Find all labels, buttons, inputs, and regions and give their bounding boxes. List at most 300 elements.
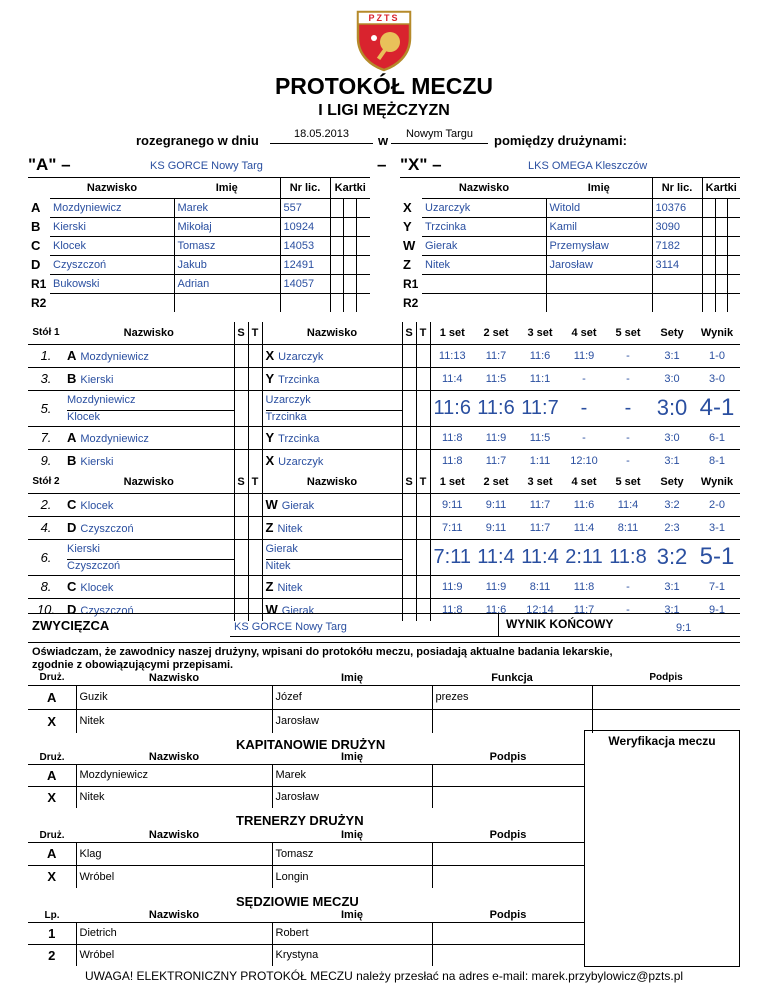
player-a-cell[interactable]: [64, 539, 234, 575]
game-number: 10.: [36, 602, 56, 618]
card-cell[interactable]: [343, 198, 356, 217]
card-cell[interactable]: [715, 217, 727, 236]
signature-cell[interactable]: [432, 865, 584, 888]
person-first-name[interactable]: Józef: [272, 685, 432, 709]
timeout-t-cell[interactable]: [248, 598, 262, 621]
set-score-2[interactable]: 9:11: [485, 498, 507, 511]
person-first-name[interactable]: Jarosław: [272, 709, 432, 733]
declaration-table: [28, 671, 740, 733]
card-cell[interactable]: [715, 255, 727, 274]
running-result[interactable]: 6-1: [709, 431, 725, 444]
card-cell[interactable]: [702, 255, 715, 274]
card-cell[interactable]: [343, 255, 356, 274]
sets-total[interactable]: 3:0: [656, 395, 688, 420]
card-cell[interactable]: [727, 293, 740, 312]
person-first-name[interactable]: Robert: [272, 922, 432, 944]
header-surname-x: Nazwisko: [306, 475, 358, 488]
card-cell[interactable]: [715, 293, 727, 312]
set-score-5[interactable]: -: [626, 349, 630, 362]
person-role[interactable]: prezes: [432, 685, 592, 709]
set-score-5[interactable]: -: [626, 603, 630, 616]
player-a-name: Czyszczoń: [80, 605, 134, 618]
timeout-t-cell[interactable]: [248, 493, 262, 516]
player-surname[interactable]: Kierski: [50, 217, 174, 236]
player-a-cell[interactable]: [64, 367, 234, 390]
col-number: Lp.: [44, 909, 60, 921]
final-result-value: 9:1: [676, 622, 692, 634]
card-cell[interactable]: [727, 255, 740, 274]
set-score-5[interactable]: -: [624, 396, 632, 419]
set-score-3[interactable]: 11:7: [529, 521, 551, 534]
player-a-cell[interactable]: [64, 449, 234, 472]
game-number: 4.: [40, 520, 52, 535]
card-cell[interactable]: [343, 217, 356, 236]
running-result[interactable]: 9-1: [709, 603, 725, 616]
person-surname[interactable]: Wróbel: [76, 944, 272, 966]
player-first-name[interactable]: Adrian: [174, 274, 280, 293]
set-score-3[interactable]: 11:4: [521, 545, 559, 568]
col-role: Funkcja: [491, 671, 533, 684]
card-cell[interactable]: [702, 293, 715, 312]
player-x-name: Gierak: [281, 500, 315, 512]
running-result[interactable]: 3-0: [709, 372, 725, 385]
timeout-t-cell[interactable]: [248, 344, 262, 367]
timeout-t-cell[interactable]: [248, 539, 262, 575]
timeout-t-cell[interactable]: [248, 367, 262, 390]
set-score-1[interactable]: 11:8: [441, 454, 463, 467]
player-letter: B: [31, 219, 41, 234]
timeout-s-cell[interactable]: [402, 516, 416, 539]
timeout-t-cell[interactable]: [416, 390, 430, 426]
timeout-t-cell[interactable]: [248, 390, 262, 426]
card-cell[interactable]: [330, 236, 343, 255]
timeout-t-cell[interactable]: [248, 426, 262, 449]
player-surname[interactable]: [422, 274, 546, 293]
set-score-4[interactable]: 11:8: [573, 580, 595, 593]
timeout-t-cell[interactable]: [416, 344, 430, 367]
set-score-1[interactable]: 11:4: [441, 372, 463, 385]
player-first-name[interactable]: Przemysław: [546, 236, 652, 255]
set-score-1[interactable]: 7:11: [433, 545, 471, 568]
player-first-name[interactable]: [546, 274, 652, 293]
set-score-3[interactable]: 1:11: [529, 454, 551, 467]
card-cell[interactable]: [330, 217, 343, 236]
match-date: 18.05.2013: [293, 128, 350, 140]
header-t-a: T: [248, 471, 262, 493]
player-first-name[interactable]: [174, 293, 280, 312]
player-license[interactable]: 557: [280, 198, 330, 217]
timeout-s-cell[interactable]: [402, 598, 416, 621]
person-first-name[interactable]: Longin: [272, 865, 432, 888]
card-cell[interactable]: [343, 293, 356, 312]
player-surname[interactable]: [422, 293, 546, 312]
set-score-4[interactable]: 11:7: [573, 603, 595, 616]
col-cards: Kartki: [705, 181, 737, 194]
team-code: 2: [48, 947, 56, 963]
person-surname[interactable]: Wróbel: [76, 865, 272, 888]
card-cell[interactable]: [356, 255, 370, 274]
timeout-s-cell[interactable]: [234, 516, 248, 539]
card-cell[interactable]: [356, 236, 370, 255]
person-first-name[interactable]: Jarosław: [272, 786, 432, 808]
player-surname[interactable]: Mozdyniewicz: [50, 198, 174, 217]
match-place-field[interactable]: [391, 128, 488, 144]
set-score-2[interactable]: 9:11: [485, 521, 507, 534]
sets-total[interactable]: 2:3: [664, 521, 680, 534]
set-score-3[interactable]: 8:11: [529, 580, 551, 593]
player-letter: Z: [403, 257, 411, 272]
player-license[interactable]: 12491: [280, 255, 330, 274]
player-a-cell[interactable]: [64, 575, 234, 598]
set-score-4[interactable]: -: [582, 372, 586, 385]
sets-total[interactable]: 3:1: [664, 603, 680, 616]
card-cell[interactable]: [715, 236, 727, 255]
player-x-cell[interactable]: [262, 344, 402, 367]
timeout-s-cell[interactable]: [402, 449, 416, 472]
table-2-label: Stół 2: [32, 476, 60, 488]
timeout-s-cell[interactable]: [234, 449, 248, 472]
player-license[interactable]: [652, 293, 702, 312]
set-score-3[interactable]: 11:7: [521, 396, 559, 419]
card-cell[interactable]: [702, 236, 715, 255]
player-letter: D: [31, 257, 41, 272]
timeout-s-cell[interactable]: [234, 426, 248, 449]
set-score-4[interactable]: 11:4: [573, 521, 595, 534]
player-surname[interactable]: Czyszczoń: [50, 255, 174, 274]
timeout-s-cell[interactable]: [234, 539, 248, 575]
played-on-label: rozegranego w dniu: [136, 133, 259, 148]
set-score-4[interactable]: 2:11: [565, 545, 603, 568]
doubles-player-a-1: Kierski: [67, 543, 234, 560]
set-score-2[interactable]: 11:7: [485, 454, 507, 467]
timeout-s-cell[interactable]: [234, 390, 248, 426]
person-surname[interactable]: Nitek: [76, 709, 272, 733]
signature-cell[interactable]: [432, 944, 584, 966]
captains-row: [28, 786, 584, 808]
col-team: Druż.: [39, 672, 65, 684]
card-cell[interactable]: [727, 198, 740, 217]
player-first-name[interactable]: Witold: [546, 198, 652, 217]
doubles-player-x-2: Nitek: [265, 559, 291, 572]
timeout-s-cell[interactable]: [234, 344, 248, 367]
running-result[interactable]: 1-0: [709, 349, 725, 362]
timeout-s-cell[interactable]: [402, 493, 416, 516]
card-cell[interactable]: [330, 274, 343, 293]
pzts-logo: [352, 8, 416, 72]
timeout-t-cell[interactable]: [416, 426, 430, 449]
set-score-3[interactable]: 11:1: [529, 372, 551, 385]
player-x-cell[interactable]: [262, 598, 402, 621]
verification-box[interactable]: [584, 730, 740, 967]
team-x-player-row: [400, 236, 740, 255]
player-x-cell[interactable]: [262, 390, 402, 426]
team-x-name: LKS OMEGA Kleszczów: [528, 160, 648, 172]
team-code: X: [47, 713, 57, 729]
timeout-s-cell[interactable]: [234, 493, 248, 516]
game-row: [28, 426, 740, 449]
set-score-3[interactable]: 11:6: [529, 349, 551, 362]
sets-total[interactable]: 3:1: [664, 580, 680, 593]
player-letter: C: [31, 238, 41, 253]
player-license[interactable]: 14053: [280, 236, 330, 255]
player-license[interactable]: 7182: [652, 236, 702, 255]
set-score-5[interactable]: -: [626, 580, 630, 593]
game-row: [28, 493, 740, 516]
game-row: [28, 539, 740, 575]
player-x-cell[interactable]: [262, 449, 402, 472]
header-s-x: S: [402, 322, 416, 344]
signature-cell[interactable]: [432, 786, 584, 808]
player-license[interactable]: 10376: [652, 198, 702, 217]
player-license[interactable]: [652, 274, 702, 293]
set-score-3[interactable]: 11:5: [529, 431, 551, 444]
set-score-2[interactable]: 11:6: [485, 603, 507, 616]
header-sets: Sety: [660, 326, 684, 339]
timeout-t-cell[interactable]: [248, 449, 262, 472]
between-label: pomiędzy drużynami:: [494, 133, 627, 148]
player-letter: W: [403, 238, 416, 253]
header-t-x: T: [416, 322, 430, 344]
player-x-cell[interactable]: [262, 493, 402, 516]
player-first-name[interactable]: [546, 293, 652, 312]
set-score-4[interactable]: 12:10: [570, 454, 598, 467]
set-score-4[interactable]: 11:9: [573, 349, 595, 362]
doubles-player-a-1: Mozdyniewicz: [67, 394, 234, 411]
game-number: 9.: [40, 453, 52, 469]
doubles-player-x-1: Uzarczyk: [266, 394, 402, 411]
table-1-results: [28, 322, 740, 472]
player-surname[interactable]: [50, 293, 174, 312]
set-score-5[interactable]: -: [626, 372, 630, 385]
sets-total[interactable]: 3:1: [664, 454, 680, 467]
person-role[interactable]: [432, 709, 592, 733]
person-surname[interactable]: Dietrich: [76, 922, 272, 944]
timeout-t-cell[interactable]: [416, 493, 430, 516]
card-cell[interactable]: [356, 217, 370, 236]
set-score-2[interactable]: 11:6: [477, 396, 515, 419]
timeout-s-cell[interactable]: [402, 426, 416, 449]
final-result-label: WYNIK KOŃCOWY: [506, 617, 614, 631]
player-first-name[interactable]: Tomasz: [174, 236, 280, 255]
set-score-2[interactable]: 11:5: [485, 372, 507, 385]
player-a-cell[interactable]: [64, 493, 234, 516]
player-x-letter: Z: [265, 579, 274, 594]
signature-cell[interactable]: [432, 764, 584, 786]
doubles-player-x-1: Gierak: [266, 543, 402, 560]
timeout-t-cell[interactable]: [248, 516, 262, 539]
player-first-name[interactable]: Jarosław: [546, 255, 652, 274]
player-letter: R2: [31, 295, 47, 310]
player-license[interactable]: 3114: [652, 255, 702, 274]
col-surname: Nazwisko: [148, 829, 200, 842]
card-cell[interactable]: [343, 236, 356, 255]
timeout-t-cell[interactable]: [416, 539, 430, 575]
player-x-letter: W: [265, 602, 278, 618]
person-surname[interactable]: Guzik: [76, 685, 272, 709]
running-result[interactable]: 2-0: [709, 498, 725, 511]
player-x-cell[interactable]: [262, 575, 402, 598]
set-score-4[interactable]: -: [580, 396, 588, 419]
player-first-name[interactable]: Jakub: [174, 255, 280, 274]
player-surname[interactable]: Bukowski: [50, 274, 174, 293]
game-number: 1.: [40, 348, 52, 363]
player-surname[interactable]: Gierak: [422, 236, 546, 255]
card-cell[interactable]: [715, 198, 727, 217]
team-separator-dash: –: [377, 155, 387, 174]
card-cell[interactable]: [330, 198, 343, 217]
card-cell[interactable]: [330, 293, 343, 312]
sets-total[interactable]: 3:2: [664, 498, 680, 511]
set-score-3[interactable]: 11:7: [529, 498, 551, 511]
player-a-letter: D: [67, 602, 77, 618]
player-a-cell[interactable]: [64, 426, 234, 449]
set-score-5[interactable]: -: [626, 431, 630, 444]
set-score-5[interactable]: 11:8: [609, 545, 647, 568]
timeout-s-cell[interactable]: [402, 344, 416, 367]
player-a-letter: B: [67, 453, 77, 469]
timeout-t-cell[interactable]: [416, 598, 430, 621]
timeout-s-cell[interactable]: [402, 575, 416, 598]
sets-total[interactable]: 3:0: [664, 431, 680, 444]
team-code: A: [47, 767, 57, 783]
card-cell[interactable]: [727, 274, 740, 293]
timeout-s-cell[interactable]: [234, 575, 248, 598]
card-cell[interactable]: [356, 274, 370, 293]
player-a-letter: D: [67, 520, 77, 535]
signature-cell[interactable]: [592, 685, 740, 709]
team-code: A: [47, 846, 57, 861]
timeout-s-cell[interactable]: [402, 390, 416, 426]
running-result[interactable]: 8-1: [709, 454, 725, 467]
set-score-2[interactable]: 11:9: [485, 580, 507, 593]
timeout-t-cell[interactable]: [416, 516, 430, 539]
player-license[interactable]: 10924: [280, 217, 330, 236]
player-a-name: Klocek: [80, 500, 114, 512]
timeout-s-cell[interactable]: [234, 367, 248, 390]
player-surname[interactable]: Uzarczyk: [422, 198, 546, 217]
set-score-5[interactable]: 8:11: [617, 521, 639, 534]
player-x-cell[interactable]: [262, 426, 402, 449]
signature-cell[interactable]: [432, 922, 584, 944]
person-first-name[interactable]: Marek: [272, 764, 432, 786]
person-first-name[interactable]: Krystyna: [272, 944, 432, 966]
coaches-title: TRENERZY DRUŻYN: [236, 813, 364, 828]
set-score-1[interactable]: 11:9: [441, 580, 463, 593]
player-a-cell[interactable]: [64, 516, 234, 539]
set-score-5[interactable]: -: [626, 454, 630, 467]
player-letter: R1: [403, 276, 419, 291]
timeout-t-cell[interactable]: [416, 367, 430, 390]
game-row: [28, 516, 740, 539]
set-score-2[interactable]: 11:7: [485, 349, 507, 362]
header-set-5: 5 set: [615, 326, 641, 339]
player-x-cell[interactable]: [262, 367, 402, 390]
person-surname[interactable]: Klag: [76, 842, 272, 865]
sets-total[interactable]: 3:1: [664, 349, 680, 362]
set-score-5[interactable]: 11:4: [617, 498, 639, 511]
player-x-cell[interactable]: [262, 516, 402, 539]
running-result[interactable]: 4-1: [699, 394, 735, 421]
card-cell[interactable]: [330, 255, 343, 274]
set-score-4[interactable]: -: [582, 431, 586, 444]
set-score-1[interactable]: 11:13: [438, 349, 466, 362]
player-x-name: Trzcinka: [278, 374, 320, 386]
player-first-name[interactable]: Mikołaj: [174, 217, 280, 236]
player-first-name[interactable]: Kamil: [546, 217, 652, 236]
player-surname[interactable]: Nitek: [422, 255, 546, 274]
player-x-name: Gierak: [281, 605, 315, 618]
running-result[interactable]: 5-1: [699, 543, 735, 570]
running-result[interactable]: 7-1: [709, 580, 725, 593]
player-first-name[interactable]: Marek: [174, 198, 280, 217]
page-subtitle: I LIGI MĘŻCZYZN: [318, 102, 450, 119]
set-score-1[interactable]: 11:6: [433, 396, 471, 419]
set-score-3[interactable]: 12:14: [526, 603, 554, 616]
set-score-2[interactable]: 11:9: [485, 431, 507, 444]
card-cell[interactable]: [343, 274, 356, 293]
card-cell[interactable]: [727, 217, 740, 236]
card-cell[interactable]: [727, 236, 740, 255]
timeout-t-cell[interactable]: [248, 575, 262, 598]
player-license[interactable]: 14057: [280, 274, 330, 293]
timeout-t-cell[interactable]: [416, 575, 430, 598]
player-x-cell[interactable]: [262, 539, 402, 575]
header-result: Wynik: [700, 326, 734, 339]
table-1-label: Stół 1: [32, 327, 60, 339]
player-license[interactable]: [280, 293, 330, 312]
set-score-4[interactable]: 11:6: [573, 498, 595, 511]
sets-total[interactable]: 3:2: [656, 544, 688, 569]
card-cell[interactable]: [702, 198, 715, 217]
doubles-player-a-2: Czyszczoń: [67, 559, 121, 572]
timeout-s-cell[interactable]: [402, 539, 416, 575]
card-cell[interactable]: [356, 293, 370, 312]
card-cell[interactable]: [702, 274, 715, 293]
verification-label: Weryfikacja meczu: [608, 734, 716, 748]
winner-name: KS GORCE Nowy Targ: [234, 621, 347, 633]
player-a-cell[interactable]: [64, 344, 234, 367]
player-surname[interactable]: Klocek: [50, 236, 174, 255]
person-surname[interactable]: Mozdyniewicz: [76, 764, 272, 786]
game-row: [28, 449, 740, 472]
person-first-name[interactable]: Tomasz: [272, 842, 432, 865]
set-score-2[interactable]: 11:4: [477, 545, 515, 568]
sets-total[interactable]: 3:0: [664, 372, 680, 385]
set-score-1[interactable]: 11:8: [441, 603, 463, 616]
header-set-1: 1 set: [439, 326, 465, 339]
timeout-t-cell[interactable]: [416, 449, 430, 472]
header-set-4: 4 set: [571, 326, 597, 339]
timeout-s-cell[interactable]: [402, 367, 416, 390]
team-code: A: [47, 689, 57, 705]
team-a-name: KS GORCE Nowy Targ: [150, 160, 263, 172]
card-cell[interactable]: [356, 198, 370, 217]
running-result[interactable]: 3-1: [709, 521, 725, 534]
card-cell[interactable]: [715, 274, 727, 293]
person-surname[interactable]: Nitek: [76, 786, 272, 808]
match-date-field[interactable]: [270, 128, 373, 144]
signature-cell[interactable]: [432, 842, 584, 865]
set-score-1[interactable]: 9:11: [441, 498, 463, 511]
timeout-s-cell[interactable]: [234, 598, 248, 621]
player-license[interactable]: 3090: [652, 217, 702, 236]
set-score-1[interactable]: 11:8: [441, 431, 463, 444]
player-a-cell[interactable]: [64, 390, 234, 426]
card-cell[interactable]: [702, 217, 715, 236]
set-score-1[interactable]: 7:11: [441, 521, 463, 534]
player-surname[interactable]: Trzcinka: [422, 217, 546, 236]
header-surname-a: Nazwisko: [123, 475, 174, 488]
